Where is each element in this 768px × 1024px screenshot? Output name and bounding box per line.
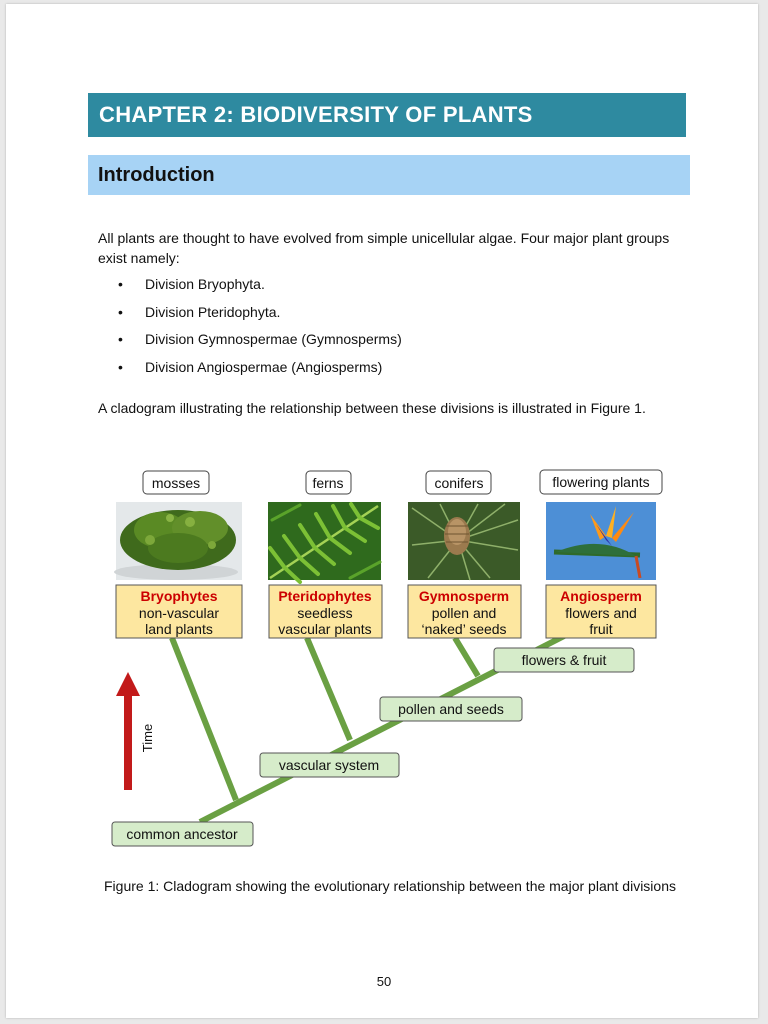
- list-item-text: Division Gymnospermae (Gymnosperms): [145, 331, 402, 347]
- bryophyte-branch: [172, 638, 236, 800]
- list-item-text: Division Bryophyta.: [145, 276, 265, 292]
- bullet-icon: •: [118, 358, 123, 375]
- chapter-title: CHAPTER 2: BIODIVERSITY OF PLANTS: [88, 93, 686, 137]
- gymnosperm-desc-2: ‘naked’ seeds: [421, 621, 507, 637]
- pteridophytes-desc-1: seedless: [297, 605, 353, 621]
- bryophytes-name: Bryophytes: [140, 588, 218, 604]
- flowers-fruit-label: flowers & fruit: [521, 652, 607, 668]
- fern-photo: [268, 502, 381, 582]
- angiosperm-desc-2: fruit: [589, 621, 613, 637]
- pinecone-photo: [408, 502, 520, 580]
- bullet-icon: •: [118, 331, 123, 347]
- group-label-boxes: [116, 585, 656, 638]
- page-number: 50: [376, 974, 392, 989]
- figure-caption: Figure 1: Cladogram showing the evolutionary relationship between the major plant divisions: [104, 878, 676, 894]
- common-ancestor-label: common ancestor: [126, 826, 238, 842]
- pteridophytes-name: Pteridophytes: [278, 588, 372, 604]
- gymnosperm-name: Gymnosperm: [418, 588, 510, 604]
- flower-photo: [546, 502, 656, 580]
- bullet-icon: •: [118, 276, 123, 292]
- gymnosperm-branch: [455, 638, 478, 676]
- moss-photo: [114, 502, 242, 580]
- section-title: Introduction: [88, 155, 690, 195]
- pollen-seeds-label: pollen and seeds: [398, 701, 504, 717]
- ferns-label: ferns: [312, 475, 344, 491]
- bullet-icon: •: [118, 303, 123, 320]
- angiosperm-name: Angiosperm: [560, 588, 642, 604]
- bryophytes-desc-1: non-vascular: [138, 605, 220, 621]
- angiosperm-desc-1: flowers and: [565, 605, 637, 621]
- cladogram-intro-paragraph: A cladogram illustrating the relationship between these divisions is illustrated in Figure 1.: [98, 400, 646, 416]
- gymnosperm-desc-1: pollen and: [431, 605, 497, 621]
- conifers-label: conifers: [434, 475, 484, 491]
- intro-paragraph: All plants are thought to have evolved from simple unicellular algae. Four major plant groups exist namely:: [98, 230, 670, 266]
- pteridophyte-branch: [307, 638, 350, 740]
- bryophytes-desc-2: land plants: [145, 621, 213, 637]
- pteridophytes-desc-2: vascular plants: [278, 621, 372, 637]
- list-item-text: Division Angiospermae (Angiosperms): [145, 358, 383, 375]
- common-name-boxes: [143, 470, 662, 494]
- mosses-label: mosses: [151, 475, 201, 491]
- list-item-text: Division Pteridophyta.: [145, 303, 281, 320]
- flowering-plants-label: flowering plants: [552, 474, 650, 490]
- vascular-system-label: vascular system: [278, 757, 380, 773]
- time-label: Time: [140, 723, 155, 753]
- time-arrow: [116, 672, 155, 790]
